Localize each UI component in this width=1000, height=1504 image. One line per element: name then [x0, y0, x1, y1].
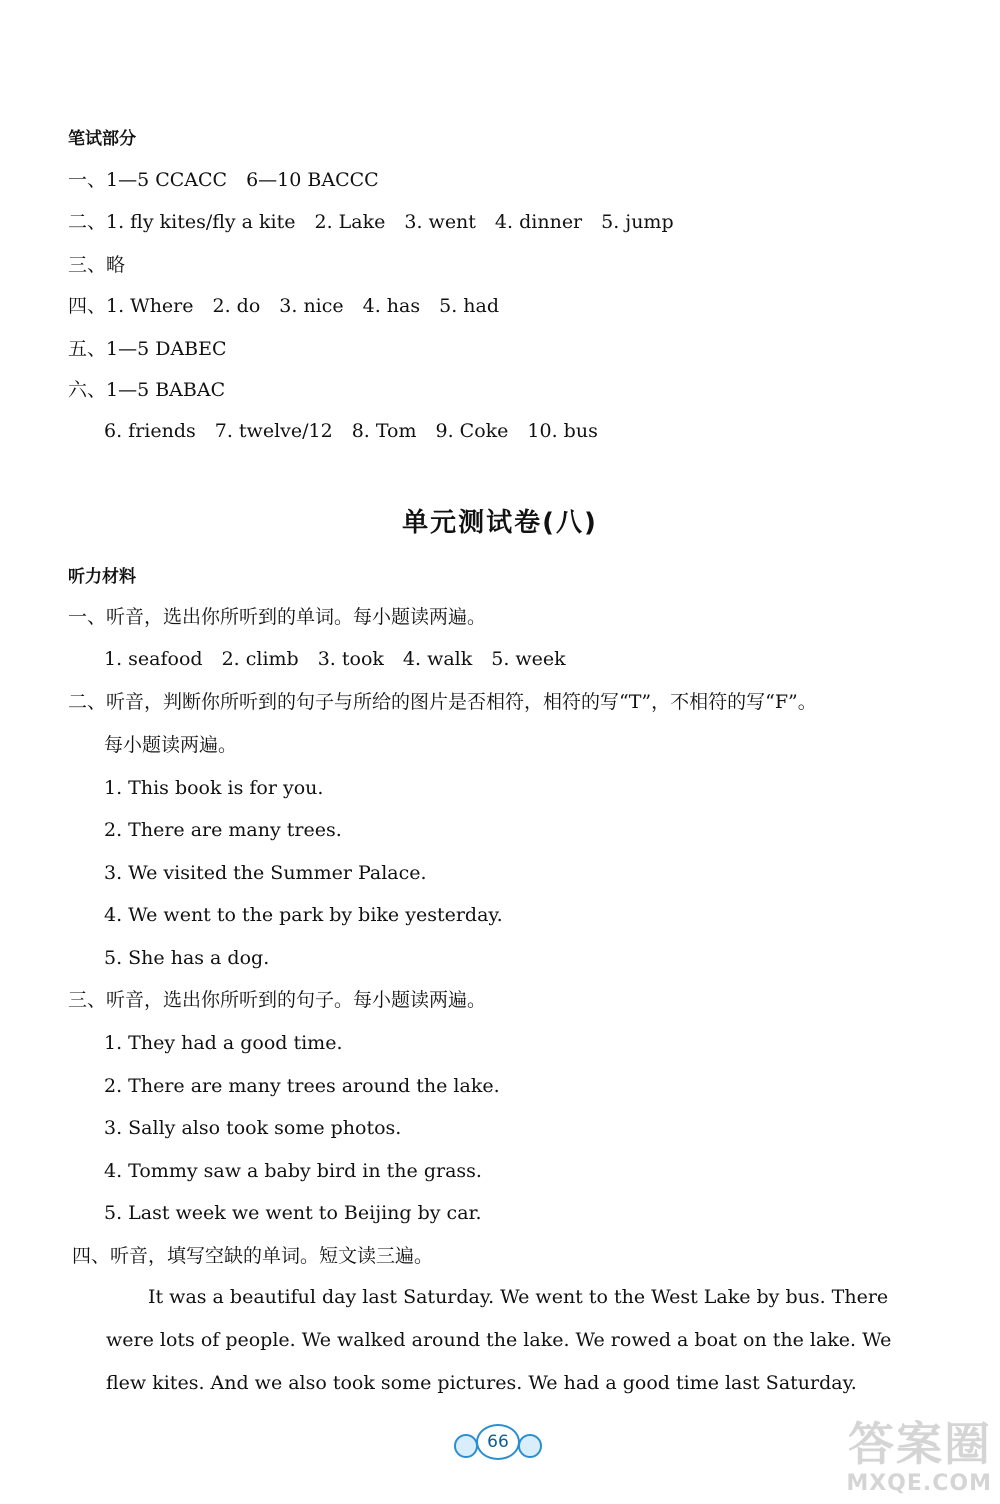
page-number-badge: [454, 1418, 542, 1464]
bubble-left-decoration: [454, 1434, 478, 1458]
watermark-url: MXQE.COM: [846, 1471, 992, 1496]
page-number: 66: [476, 1424, 520, 1460]
part2-item-1: 1. This book is for you.: [104, 777, 324, 799]
answer-line-4: 四、1. Where 2. do 3. nice 4. has 5. had: [68, 295, 500, 317]
part4-instruction: 四、听音，填写空缺的单词。短文读三遍。: [72, 1245, 434, 1267]
part3-item-3: 3. Sally also took some photos.: [104, 1117, 402, 1139]
answer-line-1: 一、1—5 CCACC 6—10 BACCC: [68, 169, 379, 191]
part2-item-4: 4. We went to the park by bike yesterday.: [104, 904, 503, 926]
part3-item-2: 2. There are many trees around the lake.: [104, 1075, 500, 1097]
part3-instruction: 三、听音，选出你所听到的句子。每小题读两遍。: [68, 989, 487, 1011]
part2-item-3: 3. We visited the Summer Palace.: [104, 862, 427, 884]
part2-item-5: 5. She has a dog.: [104, 947, 270, 969]
part1-items: 1. seafood 2. climb 3. took 4. walk 5. week: [104, 648, 566, 670]
watermark-logo: [842, 1408, 992, 1496]
answer-line-3: 三、略: [68, 254, 126, 276]
listening-section-heading: 听力材料: [68, 567, 136, 587]
part4-passage: It was a beautiful day last Saturday. We went to the West Lake by bus. There were lots of people. We walked around the lake. We rowed a boat on the lake. We flew kites. And we also took some pictures. We had a good time last Saturday.: [106, 1286, 892, 1394]
answer-line-5: 五、1—5 DABEC: [68, 338, 227, 360]
unit-title: 单元测试卷(八): [402, 508, 598, 538]
part1-instruction: 一、听音，选出你所听到的单词。每小题读两遍。: [68, 606, 487, 628]
written-section-heading: 笔试部分: [68, 129, 136, 149]
bubble-right-decoration: [518, 1434, 542, 1458]
part2-instruction: 二、听音，判断你所听到的句子与所给的图片是否相符，相符的写“T”，不相符的写“F”。: [68, 691, 817, 713]
part3-item-1: 1. They had a good time.: [104, 1032, 343, 1054]
answer-line-2: 二、1. fly kites/fly a kite 2. Lake 3. went 4. dinner 5. jump: [68, 211, 674, 233]
part3-item-4: 4. Tommy saw a baby bird in the grass.: [104, 1160, 482, 1182]
part3-item-5: 5. Last week we went to Beijing by car.: [104, 1202, 482, 1224]
part2-instruction-cont: 每小题读两遍。: [104, 734, 238, 756]
part2-item-2: 2. There are many trees.: [104, 819, 342, 841]
answer-line-7: 6. friends 7. twelve/12 8. Tom 9. Coke 10. bus: [104, 420, 598, 442]
watermark-logo-text: 答案圈: [848, 1417, 992, 1471]
answer-line-6: 六、1—5 BABAC: [68, 379, 226, 401]
